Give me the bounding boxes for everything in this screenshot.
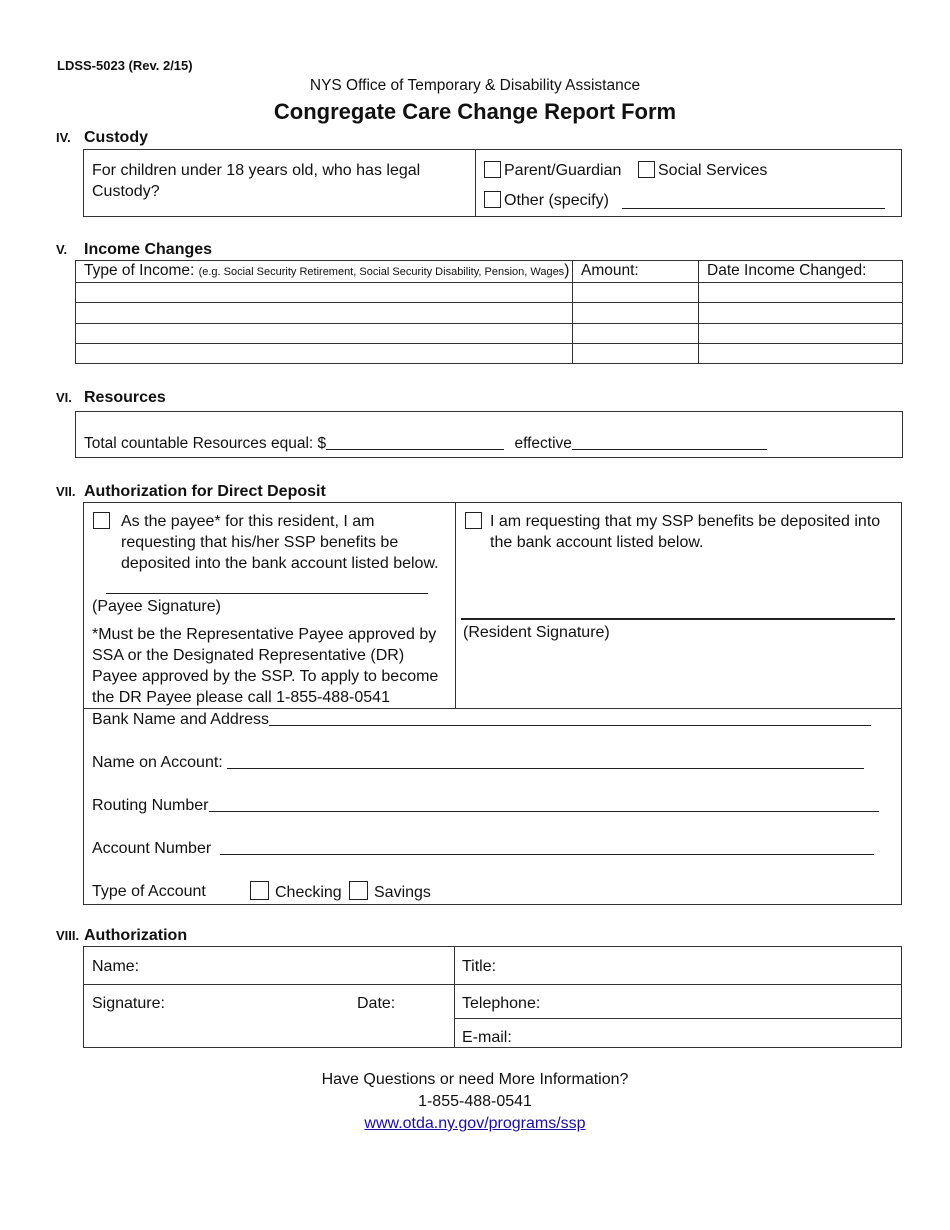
- title-label: Title:: [462, 958, 497, 975]
- section-title: Custody: [84, 129, 148, 146]
- resident-checkbox-wrap[interactable]: [465, 512, 485, 531]
- section-authorization-heading: [56, 927, 187, 945]
- section-direct-deposit-heading: [56, 483, 326, 501]
- authorization-box: [83, 946, 902, 1048]
- checkbox-label: Parent/Guardian: [504, 162, 622, 179]
- resident-request-checkbox[interactable]: [465, 512, 482, 529]
- checking-checkbox[interactable]: [250, 881, 269, 900]
- account-name-row: [92, 752, 864, 773]
- resident-signature-line[interactable]: [461, 618, 895, 620]
- date-label: Date:: [357, 995, 396, 1012]
- bank-name-field[interactable]: [269, 711, 871, 726]
- resident-signature-label: (Resident Signature): [463, 624, 610, 641]
- footer-link[interactable]: www.otda.ny.gov/programs/ssp: [364, 1115, 586, 1132]
- payee-request-text: As the payee* for this resident, I am requesting that his/her SSP benefits be deposited into the bank account listed below.: [121, 513, 439, 572]
- custody-other-option[interactable]: [484, 190, 609, 211]
- custody-box: [83, 149, 902, 217]
- footer-phone: 1-855-488-0541: [418, 1093, 532, 1110]
- bank-name-row: [92, 709, 871, 730]
- signature-label: Signature:: [92, 995, 165, 1012]
- account-type-label: Type of Account: [92, 883, 206, 900]
- account-name-label: Name on Account:: [92, 754, 223, 771]
- bank-name-label: Bank Name and Address: [92, 711, 269, 728]
- section-title: Income Changes: [84, 241, 213, 258]
- parent-guardian-checkbox[interactable]: [484, 161, 501, 178]
- section-title: Authorization for Direct Deposit: [84, 483, 326, 500]
- resident-request-text: I am requesting that my SSP benefits be deposited into the bank account listed below.: [490, 513, 881, 551]
- effective-label: effective: [514, 435, 572, 452]
- payee-request-checkbox[interactable]: [93, 512, 110, 529]
- direct-deposit-box: [83, 502, 902, 905]
- other-specify-field[interactable]: [622, 194, 885, 209]
- column-header: Type of Income:: [84, 262, 195, 279]
- payee-checkbox-wrap[interactable]: [93, 512, 113, 531]
- section-number: V.: [56, 242, 68, 257]
- date-changed-header: Date Income Changed:: [707, 262, 867, 279]
- column-hint: (e.g. Social Security Retirement, Social Security Disability, Pension, Wages: [198, 266, 565, 278]
- amount-header: Amount:: [581, 262, 639, 279]
- telephone-label: Telephone:: [462, 995, 541, 1012]
- custody-question: For children under 18 years old, who has legal Custody?: [92, 162, 421, 200]
- table-row[interactable]: [76, 324, 902, 343]
- checkbox-label: Other (specify): [504, 192, 609, 209]
- table-row[interactable]: [76, 344, 902, 363]
- page-title: Congregate Care Change Report Form: [273, 99, 677, 124]
- section-title: Authorization: [84, 927, 188, 944]
- income-table: [75, 260, 903, 364]
- routing-number-field[interactable]: [209, 797, 879, 812]
- footer-link-wrap: [0, 1113, 950, 1134]
- payee-signature-line[interactable]: [106, 593, 428, 594]
- email-label: E-mail:: [462, 1029, 512, 1046]
- account-number-row: [92, 838, 874, 859]
- savings-option[interactable]: [349, 881, 431, 903]
- section-number: IV.: [56, 130, 71, 145]
- account-number-label: Account Number: [92, 840, 212, 857]
- income-type-header: [84, 262, 569, 280]
- resources-box: [75, 411, 903, 458]
- account-number-field[interactable]: [220, 840, 874, 855]
- section-number: VI.: [56, 390, 72, 405]
- table-row[interactable]: [76, 283, 902, 302]
- section-title: Resources: [84, 389, 166, 406]
- custody-parent-option[interactable]: [484, 160, 621, 181]
- section-custody-heading: [56, 129, 148, 147]
- checkbox-label: Savings: [374, 884, 431, 901]
- section-resources-heading: [56, 389, 166, 407]
- social-services-checkbox[interactable]: [638, 161, 655, 178]
- agency-name: NYS Office of Temporary & Disability Assistance: [309, 77, 641, 94]
- effective-date-field[interactable]: [572, 435, 767, 450]
- resources-amount-field[interactable]: [326, 435, 504, 450]
- account-type-row: [92, 881, 206, 902]
- resources-label: Total countable Resources equal: $: [84, 435, 327, 452]
- section-income-heading: [56, 241, 212, 259]
- form-id: LDSS-5023 (Rev. 2/15): [57, 58, 193, 73]
- resources-line: [84, 435, 767, 453]
- other-checkbox[interactable]: [484, 191, 501, 208]
- savings-checkbox[interactable]: [349, 881, 368, 900]
- section-number: VIII.: [56, 928, 80, 943]
- custody-social-option[interactable]: [638, 160, 767, 181]
- checkbox-label: Checking: [275, 884, 342, 901]
- column-hint-close: ): [564, 262, 570, 279]
- payee-note: *Must be the Representative Payee approved by SSA or the Designated Representative (DR) Payee approved by the SSP. To apply to become the DR Payee please call 1-855-488-0541: [92, 626, 439, 706]
- routing-number-row: [92, 795, 879, 816]
- checkbox-label: Social Services: [658, 162, 768, 179]
- name-label: Name:: [92, 958, 140, 975]
- payee-signature-label: (Payee Signature): [92, 598, 221, 615]
- section-number: VII.: [56, 484, 76, 499]
- checking-option[interactable]: [250, 881, 342, 903]
- footer-question: Have Questions or need More Information?: [321, 1071, 629, 1088]
- routing-number-label: Routing Number: [92, 797, 209, 814]
- table-row[interactable]: [76, 303, 902, 323]
- account-name-field[interactable]: [227, 754, 864, 769]
